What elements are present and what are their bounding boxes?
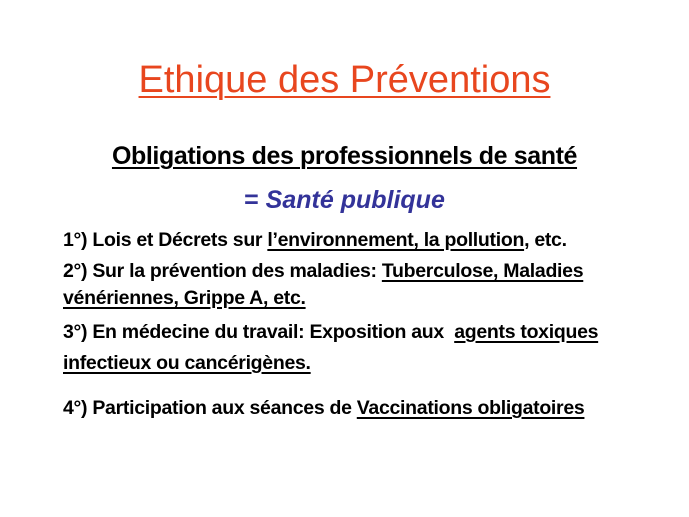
- item-3-underlined-2: infectieux ou cancérigènes.: [63, 352, 311, 374]
- list-item-2-line-2: [63, 285, 306, 311]
- item-4-prefix: 4°) Participation aux séances de: [63, 397, 357, 419]
- slide-title: Ethique des Préventions: [138, 59, 551, 101]
- list-item-3-line-1: [63, 319, 598, 345]
- list-item-3-line-2: [63, 350, 311, 376]
- item-2-underlined-1: Tuberculose, Maladies: [381, 260, 584, 282]
- item-2-prefix: 2°) Sur la prévention des maladies:: [63, 260, 382, 282]
- list-item-2-line-1: [63, 258, 583, 284]
- highlight-line: [0, 184, 689, 216]
- item-3-prefix: 3°) En médecine du travail: Exposition aux: [63, 321, 455, 343]
- list-item-4: [63, 395, 584, 421]
- item-1-underlined: l’environnement, la pollution: [267, 229, 525, 251]
- item-1-suffix: , etc.: [524, 229, 567, 251]
- item-3-underlined-1: agents toxiques: [454, 321, 599, 343]
- highlight-prefix: =: [244, 186, 266, 214]
- slide-subtitle: Obligations des professionnels de santé: [111, 142, 578, 170]
- item-4-underlined: Vaccinations obligatoires: [356, 397, 585, 419]
- item-2-underlined-2: vénériennes, Grippe A, etc.: [63, 287, 306, 309]
- highlight-text: Santé publique: [265, 186, 445, 214]
- list-item-1: [63, 227, 567, 253]
- item-1-prefix: 1°) Lois et Décrets sur: [63, 229, 268, 251]
